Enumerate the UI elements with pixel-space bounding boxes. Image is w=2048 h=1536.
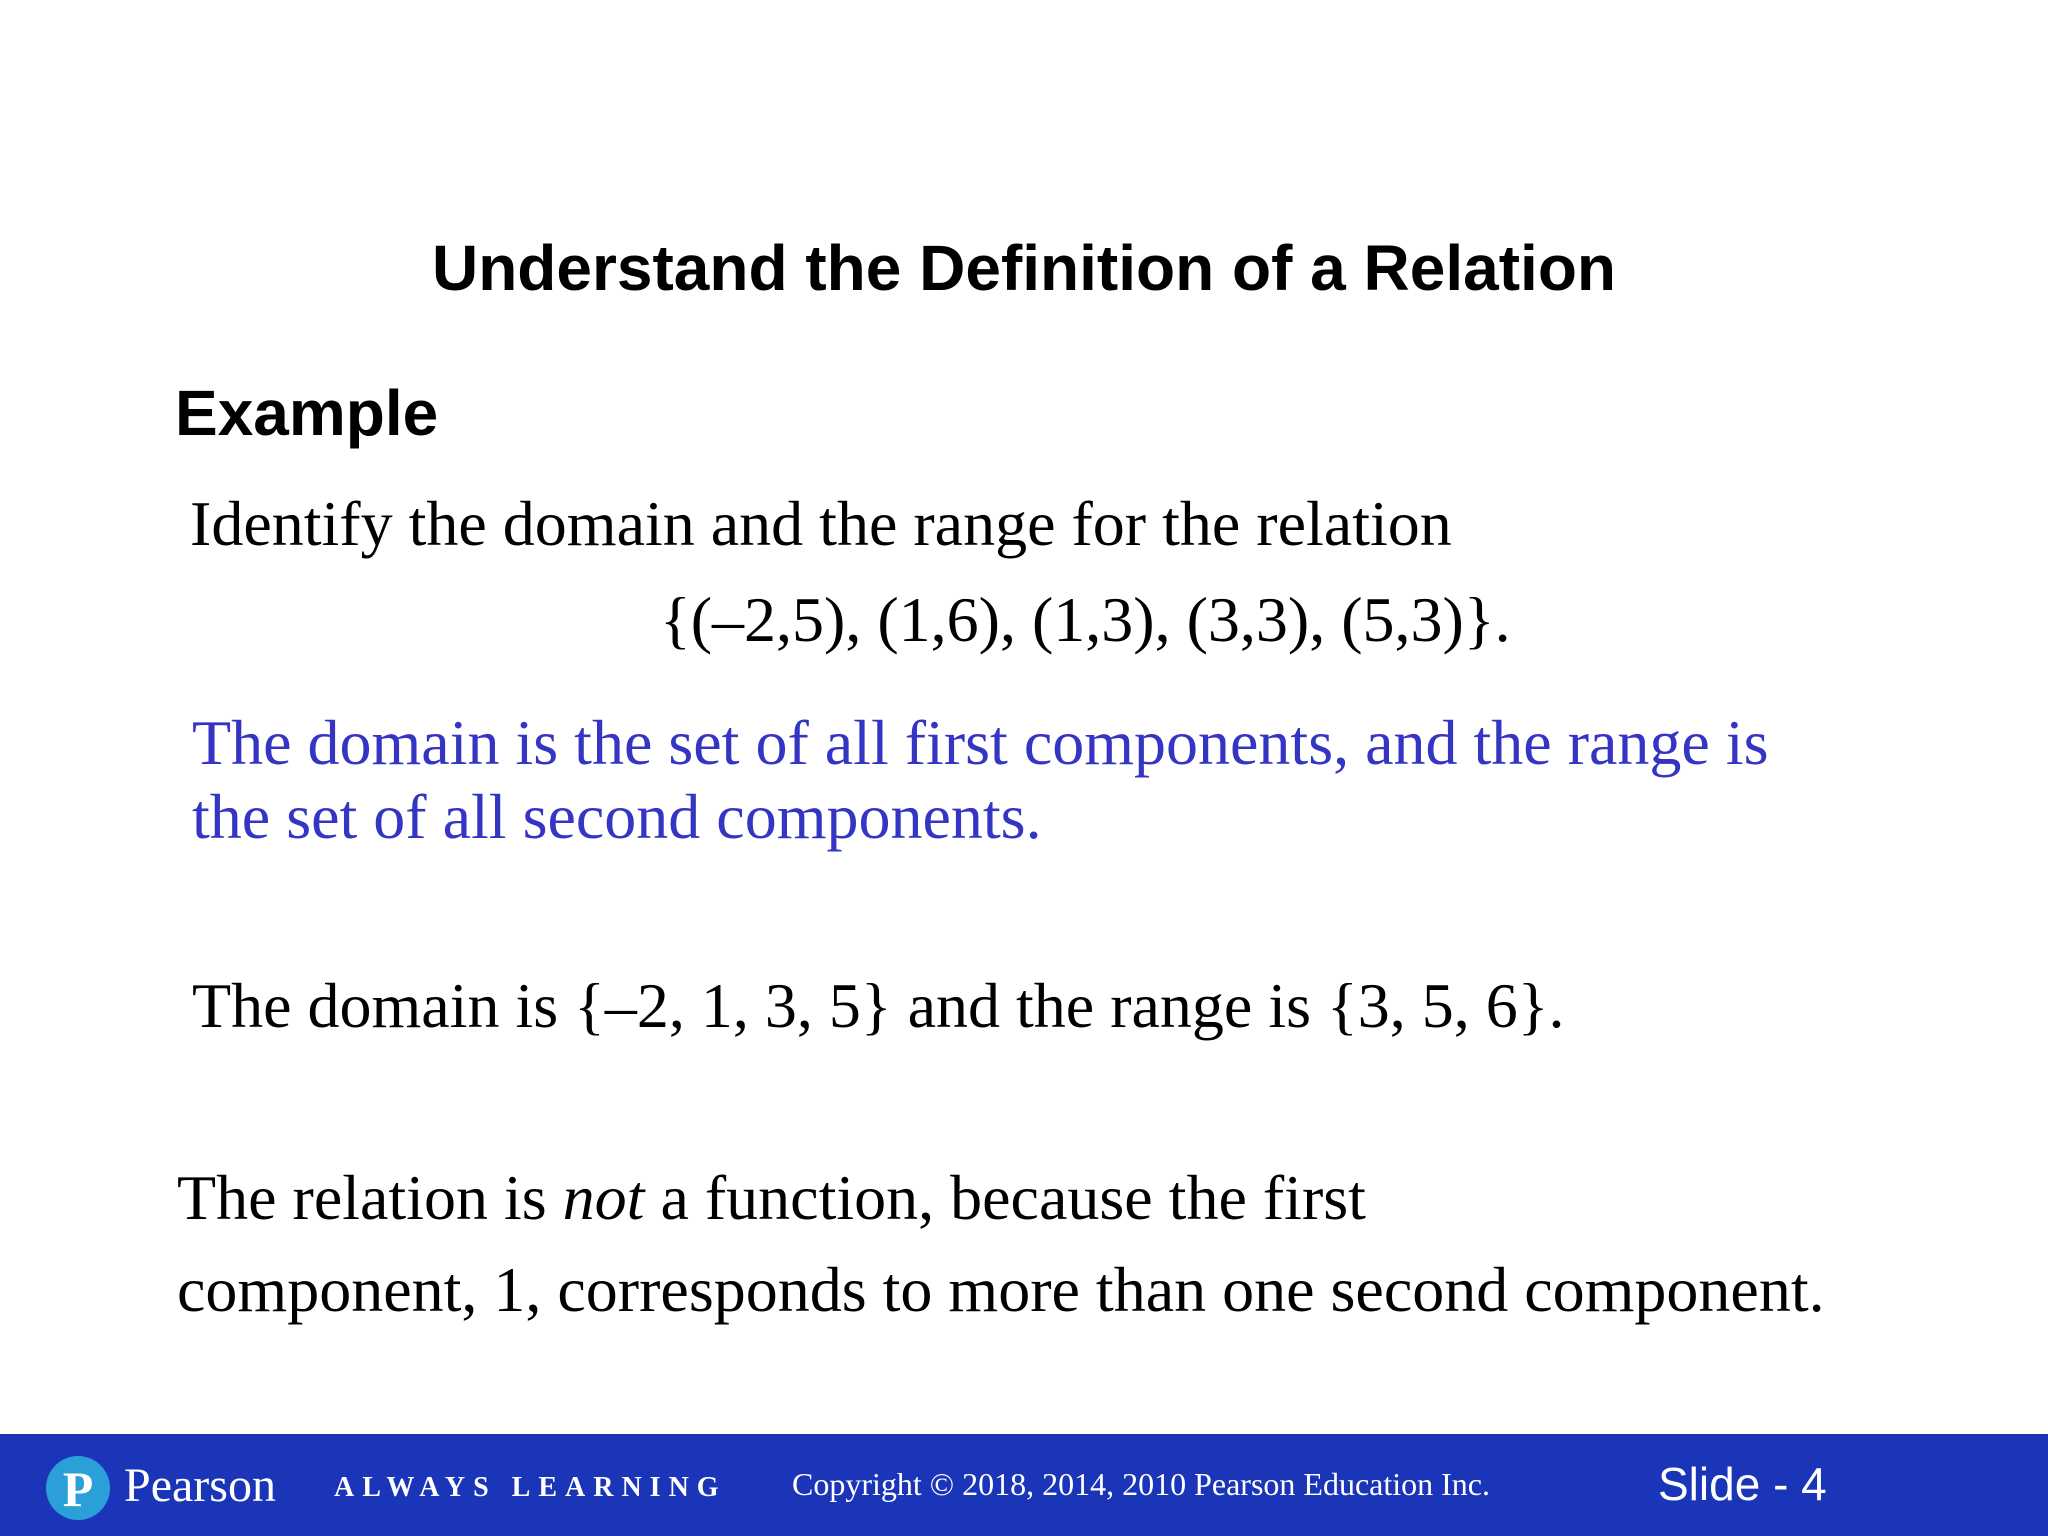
pearson-logo-icon xyxy=(46,1456,110,1520)
example-heading: Example xyxy=(175,377,439,449)
logo-letter: P xyxy=(62,1461,94,1517)
copyright-text: Copyright © 2018, 2014, 2010 Pearson Education Inc. xyxy=(792,1466,1490,1502)
explanation-text xyxy=(192,706,1769,854)
example-prompt: Identify the domain and the range for the relation xyxy=(190,488,1452,559)
brand-name: Pearson xyxy=(124,1459,276,1512)
slide-number: Slide - 4 xyxy=(1658,1458,1827,1510)
conclusion-part-1: The relation is xyxy=(177,1162,563,1233)
tagline: ALWAYS LEARNING xyxy=(334,1472,727,1503)
slide-title: Understand the Definition of a Relation xyxy=(431,232,1617,304)
answer-text: The domain is {–2, 1, 3, 5} and the range is {3, 5, 6}. xyxy=(192,970,1565,1041)
conclusion-line-1 xyxy=(177,1152,1825,1244)
footer-bar xyxy=(0,1434,2048,1536)
conclusion-line-2: component, 1, corresponds to more than one second component. xyxy=(177,1254,1825,1325)
conclusion-part-2: a function, because the first xyxy=(644,1162,1366,1233)
relation-set: {(–2,5), (1,6), (1,3), (3,3), (5,3)}. xyxy=(660,584,1511,655)
conclusion-emphasis: not xyxy=(562,1162,645,1233)
explanation-line-1: The domain is the set of all first components, and the range is xyxy=(192,707,1769,778)
conclusion-text xyxy=(177,1152,1825,1336)
explanation-line-2: the set of all second components. xyxy=(192,781,1042,852)
